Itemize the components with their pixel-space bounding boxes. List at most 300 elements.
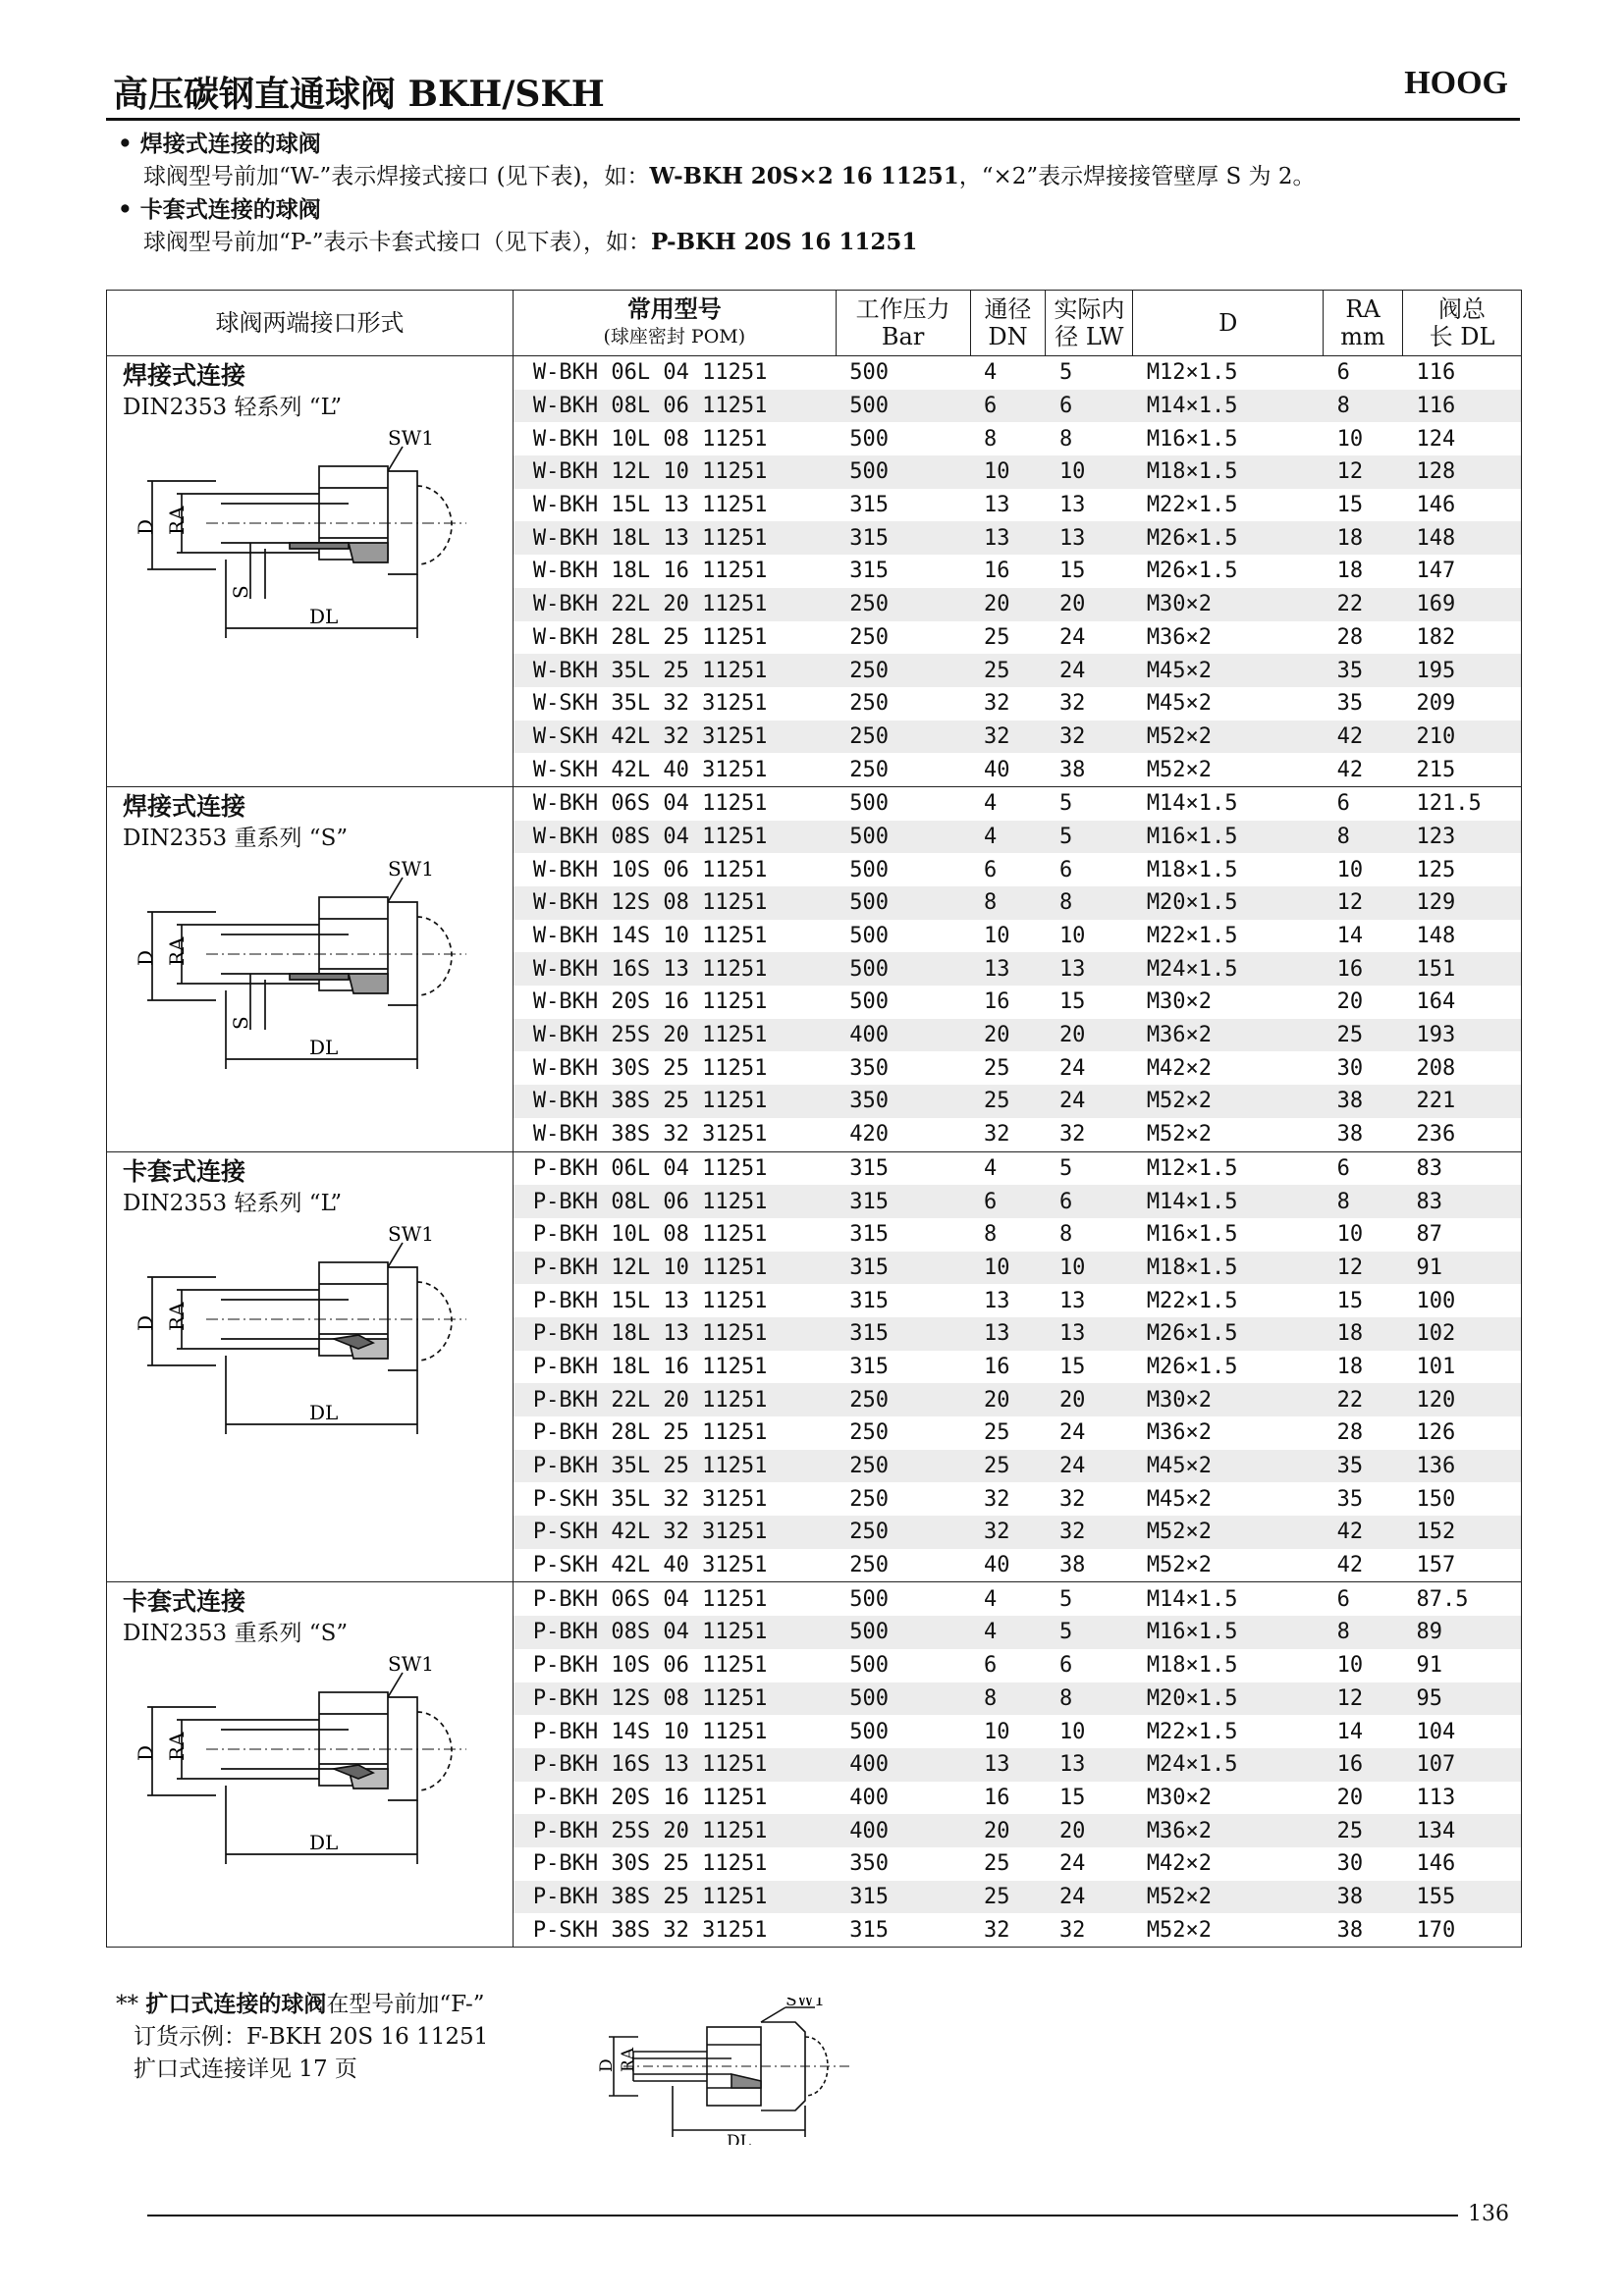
col-ra-unit: mm — [1340, 323, 1385, 350]
cell-length-dl: 150 — [1403, 1482, 1522, 1516]
cell-lw: 20 — [1046, 1814, 1133, 1847]
cell-model: W-BKH 20S 16 11251 — [513, 986, 836, 1019]
cell-pressure: 400 — [836, 1814, 970, 1847]
cell-lw: 24 — [1046, 1450, 1133, 1483]
cell-model: P-BKH 28L 25 11251 — [513, 1416, 836, 1450]
connection-drawing — [123, 1653, 476, 1889]
cell-thread-d: M12×1.5 — [1146, 360, 1238, 386]
cell-model: W-BKH 35L 25 11251 — [513, 654, 836, 687]
cell-pressure: 350 — [836, 1085, 970, 1118]
cell-ra: 35 — [1336, 1486, 1364, 1512]
cell-length-dl: 87 — [1403, 1218, 1522, 1252]
ra-label: RA — [165, 936, 189, 966]
sw1-label: SW1 — [388, 1653, 434, 1677]
cell-lw: 13 — [1046, 1748, 1133, 1782]
col-lw-unit: 径 LW — [1055, 323, 1124, 350]
cell-length-dl: 134 — [1403, 1814, 1522, 1847]
cell-ra: 25 — [1324, 1814, 1403, 1847]
cell-thread-d: M16×1.5 — [1146, 426, 1238, 452]
cell-dn: 8 — [970, 886, 1046, 920]
cell-length-dl: 129 — [1403, 886, 1522, 920]
cell-ra: 6 — [1336, 791, 1350, 817]
cell-lw: 10 — [1046, 455, 1133, 489]
cell-length-dl: 148 — [1403, 920, 1522, 953]
page-title: 高压碳钢直通球阀 BKH/SKH — [113, 74, 605, 115]
col-model-sub: (球座密封 POM) — [603, 326, 746, 347]
cell-length-dl: 83 — [1403, 1151, 1522, 1185]
cell-length-dl: 91 — [1403, 1649, 1522, 1682]
cell-lw: 13 — [1058, 493, 1086, 518]
cell-thread-d: M52×2 — [1133, 1085, 1324, 1118]
col-model-label: 常用型号 — [626, 294, 722, 323]
cell-thread-d: M52×2 — [1133, 1118, 1324, 1151]
cell-model: W-BKH 06L 04 11251 — [513, 356, 836, 390]
connection-type-cell — [107, 786, 514, 1151]
cell-dn: 16 — [984, 1785, 1010, 1810]
cell-dn: 13 — [970, 1748, 1046, 1782]
d-label: D — [134, 949, 157, 966]
cell-model: P-BKH 10L 08 11251 — [513, 1218, 836, 1252]
cell-dn: 32 — [970, 1913, 1046, 1947]
cell-pressure: 500 — [849, 989, 889, 1015]
cell-pressure: 315 — [836, 1913, 970, 1947]
cell-lw: 24 — [1058, 1851, 1086, 1877]
cell-model: W-BKH 30S 25 11251 — [513, 1051, 836, 1085]
cell-ra: 10 — [1336, 1222, 1364, 1248]
cell-length-dl: 151 — [1403, 952, 1522, 986]
cell-length-dl: 123 — [1403, 821, 1522, 854]
cell-ra: 38 — [1324, 1913, 1403, 1947]
cell-ra: 35 — [1336, 691, 1364, 717]
cell-dn: 8 — [984, 426, 998, 452]
cell-thread-d: M52×2 — [1133, 1549, 1324, 1582]
cell-lw: 15 — [1058, 989, 1086, 1015]
table-row — [107, 356, 1522, 390]
cell-thread-d: M16×1.5 — [1133, 821, 1324, 854]
cell-model: W-BKH 18L 13 11251 — [513, 521, 836, 555]
cell-dn: 8 — [984, 1222, 998, 1248]
cell-pressure: 315 — [849, 1354, 889, 1379]
cell-ra: 16 — [1324, 1748, 1403, 1782]
cell-length-dl: 87.5 — [1403, 1582, 1522, 1616]
cell-model: P-SKH 42L 40 31251 — [513, 1549, 836, 1582]
s-label: S — [229, 1016, 252, 1030]
cell-dn: 4 — [984, 1155, 998, 1181]
cell-dn: 32 — [984, 691, 1010, 717]
cell-model: P-BKH 10S 06 11251 — [513, 1649, 836, 1682]
cell-pressure: 250 — [836, 1516, 970, 1549]
cell-dn: 25 — [970, 1881, 1046, 1914]
col-dl — [1403, 291, 1522, 356]
cell-ra: 35 — [1324, 654, 1403, 687]
cell-lw: 20 — [1046, 1383, 1133, 1416]
cell-lw: 15 — [1058, 1354, 1086, 1379]
title-rule — [106, 118, 1520, 121]
cell-dn: 20 — [970, 1814, 1046, 1847]
cell-model: P-BKH 30S 25 11251 — [513, 1847, 836, 1881]
cell-ra: 15 — [1336, 493, 1364, 518]
cell-pressure: 250 — [836, 1383, 970, 1416]
cell-pressure: 500 — [836, 821, 970, 854]
cell-model: W-SKH 42L 32 31251 — [513, 721, 836, 754]
cell-lw: 10 — [1058, 924, 1086, 949]
col-pressure-unit: Bar — [881, 323, 925, 350]
col-dn-unit: DN — [988, 323, 1028, 350]
cell-ra: 6 — [1336, 1155, 1350, 1181]
cell-model: W-BKH 08S 04 11251 — [513, 821, 836, 854]
cell-ra: 42 — [1324, 1549, 1403, 1582]
cell-length-dl: 121.5 — [1403, 786, 1522, 820]
cell-lw: 38 — [1046, 1549, 1133, 1582]
dl-label: DL — [309, 1400, 339, 1424]
cell-lw: 24 — [1058, 624, 1086, 650]
cell-thread-d: M30×2 — [1146, 1785, 1213, 1810]
cell-model: W-BKH 38S 25 11251 — [513, 1085, 836, 1118]
cell-dn: 8 — [970, 1682, 1046, 1716]
cell-lw: 8 — [1058, 1222, 1073, 1248]
cell-thread-d: M14×1.5 — [1133, 1185, 1324, 1218]
cell-length-dl: 193 — [1403, 1019, 1522, 1052]
cell-dn: 40 — [970, 753, 1046, 786]
cell-pressure: 315 — [849, 493, 889, 518]
cell-length-dl: 146 — [1403, 489, 1522, 522]
cell-thread-d: M45×2 — [1133, 1450, 1324, 1483]
cell-pressure: 250 — [836, 721, 970, 754]
cell-lw: 32 — [1046, 1913, 1133, 1947]
col-dn-label: 通径 — [984, 295, 1032, 323]
cell-length-dl: 236 — [1403, 1118, 1522, 1151]
cell-thread-d: M36×2 — [1146, 1420, 1213, 1446]
cell-pressure: 420 — [836, 1118, 970, 1151]
dl-label: DL — [309, 1831, 339, 1855]
cell-lw: 24 — [1046, 1085, 1133, 1118]
cell-ra: 30 — [1336, 1851, 1364, 1877]
cell-ra: 22 — [1324, 1383, 1403, 1416]
col-lw — [1046, 291, 1133, 356]
cell-ra: 6 — [1336, 1586, 1350, 1612]
cell-thread-d: M16×1.5 — [1133, 1616, 1324, 1649]
cell-ra: 6 — [1336, 360, 1350, 386]
cell-dn: 13 — [970, 1317, 1046, 1351]
cell-length-dl: 209 — [1403, 687, 1522, 721]
cell-length-dl: 120 — [1403, 1383, 1522, 1416]
cell-model: P-BKH 20S 16 11251 — [513, 1782, 836, 1815]
connection-subtitle: DIN2353 轻系列 “L” — [123, 395, 343, 420]
cell-length-dl: 169 — [1403, 588, 1522, 621]
cell-ra: 8 — [1324, 1616, 1403, 1649]
cell-dn: 25 — [970, 654, 1046, 687]
d-label: D — [134, 1314, 157, 1331]
cell-thread-d: M18×1.5 — [1133, 455, 1324, 489]
cell-pressure: 315 — [836, 1881, 970, 1914]
cell-ra: 42 — [1324, 753, 1403, 786]
cell-pressure: 500 — [836, 886, 970, 920]
cell-lw: 6 — [1046, 390, 1133, 423]
cell-lw: 24 — [1058, 1055, 1086, 1081]
flare-note-bold: 扩口式连接的球阀 — [145, 1991, 327, 2017]
cell-model: W-SKH 42L 40 31251 — [513, 753, 836, 786]
cell-model: W-BKH 12S 08 11251 — [513, 886, 836, 920]
weld-example: W-BKH 20S×2 16 11251 — [649, 163, 959, 189]
weld-heading: • 焊接式连接的球阀 — [118, 131, 321, 157]
cell-length-dl: 113 — [1403, 1782, 1522, 1815]
cell-lw: 32 — [1058, 691, 1086, 717]
cell-pressure: 250 — [849, 1420, 889, 1446]
flare-note-prefix: ** — [116, 1992, 146, 2017]
cell-thread-d: M22×1.5 — [1146, 1719, 1238, 1744]
cell-thread-d: M45×2 — [1146, 691, 1213, 717]
cell-ra: 14 — [1336, 1719, 1364, 1744]
cell-lw: 38 — [1046, 753, 1133, 786]
cell-length-dl: 100 — [1403, 1284, 1522, 1317]
cell-lw: 13 — [1058, 1288, 1086, 1313]
cell-model: P-BKH 08L 06 11251 — [513, 1185, 836, 1218]
weld-text-1: 球阀型号前加“W-”表示焊接式接口 (见下表)，如： — [143, 164, 650, 189]
cell-dn: 4 — [984, 360, 998, 386]
cell-lw: 20 — [1046, 588, 1133, 621]
cell-pressure: 250 — [836, 1549, 970, 1582]
ferrule-heading: • 卡套式连接的球阀 — [118, 196, 321, 223]
cell-pressure: 500 — [849, 1586, 889, 1612]
cell-ra: 8 — [1324, 1185, 1403, 1218]
cell-thread-d: M52×2 — [1133, 1881, 1324, 1914]
cell-lw: 24 — [1046, 1881, 1133, 1914]
cell-pressure: 315 — [849, 1155, 889, 1181]
cell-dn: 40 — [970, 1549, 1046, 1582]
connection-subtitle: DIN2353 重系列 “S” — [123, 1621, 349, 1647]
cell-model: P-BKH 12L 10 11251 — [513, 1252, 836, 1285]
cell-ra: 28 — [1336, 624, 1364, 650]
cell-length-dl: 147 — [1403, 555, 1522, 588]
cell-dn: 32 — [970, 1118, 1046, 1151]
cell-ra: 14 — [1336, 924, 1364, 949]
cell-thread-d: M42×2 — [1146, 1851, 1213, 1877]
cell-ra: 18 — [1336, 1354, 1364, 1379]
cell-ra: 35 — [1324, 1450, 1403, 1483]
cell-length-dl: 91 — [1403, 1252, 1522, 1285]
cell-thread-d: M52×2 — [1133, 753, 1324, 786]
flare-order-example: 订货示例：F-BKH 20S 16 11251 — [134, 2024, 489, 2050]
cell-ra: 30 — [1336, 1055, 1364, 1081]
brand-name: HOOG — [1404, 65, 1508, 101]
cell-thread-d: M30×2 — [1133, 1383, 1324, 1416]
cell-pressure: 250 — [836, 1450, 970, 1483]
weld-text-2: ，“×2”表示焊接接管壁厚 S 为 2。 — [958, 164, 1316, 189]
ra-label: RA — [165, 506, 189, 535]
cell-thread-d: M52×2 — [1133, 1516, 1324, 1549]
connection-drawing — [123, 858, 476, 1094]
cell-ra: 12 — [1324, 1682, 1403, 1716]
cell-ra: 8 — [1324, 821, 1403, 854]
cell-dn: 13 — [984, 1288, 1010, 1313]
col-ra — [1324, 291, 1403, 356]
cell-dn: 4 — [970, 821, 1046, 854]
cell-ra: 16 — [1324, 952, 1403, 986]
connection-drawing — [123, 427, 476, 663]
cell-dn: 16 — [984, 559, 1010, 584]
sw1-label: SW1 — [388, 427, 434, 450]
cell-pressure: 500 — [849, 1653, 889, 1679]
cell-pressure: 315 — [836, 521, 970, 555]
connection-title: 卡套式连接 — [123, 1587, 246, 1617]
cell-lw: 5 — [1046, 821, 1133, 854]
cell-model: P-BKH 35L 25 11251 — [513, 1450, 836, 1483]
cell-dn: 4 — [970, 1616, 1046, 1649]
cell-model: W-BKH 06S 04 11251 — [513, 786, 836, 820]
cell-lw: 8 — [1058, 426, 1073, 452]
cell-lw: 5 — [1058, 1586, 1073, 1612]
cell-thread-d: M18×1.5 — [1133, 1252, 1324, 1285]
cell-thread-d: M45×2 — [1133, 654, 1324, 687]
cell-dn: 25 — [984, 1420, 1010, 1446]
cell-dn: 10 — [984, 1719, 1010, 1744]
cell-ra: 20 — [1336, 1785, 1364, 1810]
cell-ra: 20 — [1336, 989, 1364, 1015]
cell-thread-d: M45×2 — [1146, 1486, 1213, 1512]
cell-length-dl: 221 — [1403, 1085, 1522, 1118]
cell-ra: 8 — [1324, 390, 1403, 423]
cell-pressure: 500 — [849, 857, 889, 882]
cell-thread-d: M12×1.5 — [1146, 1155, 1238, 1181]
cell-pressure: 315 — [849, 1288, 889, 1313]
cell-ra: 12 — [1324, 455, 1403, 489]
cell-model: W-BKH 14S 10 11251 — [513, 920, 836, 953]
cell-dn: 20 — [970, 588, 1046, 621]
dl-label: DL — [309, 605, 339, 628]
cell-ra: 38 — [1324, 1881, 1403, 1914]
cell-pressure: 315 — [849, 1222, 889, 1248]
cell-thread-d: M36×2 — [1133, 1019, 1324, 1052]
sw1-label: SW1 — [388, 857, 434, 881]
cell-lw: 13 — [1046, 1317, 1133, 1351]
cell-thread-d: M30×2 — [1133, 588, 1324, 621]
cell-lw: 8 — [1046, 886, 1133, 920]
cell-thread-d: M18×1.5 — [1146, 1653, 1238, 1679]
cell-ra: 42 — [1324, 721, 1403, 754]
cell-lw: 32 — [1058, 1486, 1086, 1512]
cell-model: P-BKH 18L 13 11251 — [513, 1317, 836, 1351]
cell-pressure: 500 — [836, 1616, 970, 1649]
cell-pressure: 315 — [836, 1317, 970, 1351]
cell-thread-d: M14×1.5 — [1133, 390, 1324, 423]
cell-model: P-BKH 14S 10 11251 — [513, 1715, 836, 1748]
cell-ra: 22 — [1324, 588, 1403, 621]
connection-type-cell — [107, 1151, 514, 1582]
connection-type-cell — [107, 356, 514, 787]
connection-subtitle: DIN2353 轻系列 “L” — [123, 1190, 343, 1216]
cell-dn: 10 — [970, 455, 1046, 489]
cell-length-dl: 116 — [1403, 356, 1522, 390]
intro-block — [118, 128, 1315, 259]
cell-length-dl: 128 — [1403, 455, 1522, 489]
cell-lw: 13 — [1046, 521, 1133, 555]
col-ra-label: RA — [1345, 295, 1380, 323]
cell-length-dl: 83 — [1403, 1185, 1522, 1218]
cell-dn: 25 — [984, 624, 1010, 650]
cell-pressure: 500 — [849, 791, 889, 817]
cell-pressure: 350 — [849, 1055, 889, 1081]
cell-thread-d: M20×1.5 — [1133, 1682, 1324, 1716]
cell-ra: 28 — [1336, 1420, 1364, 1446]
cell-pressure: 500 — [849, 360, 889, 386]
ra-label: RA — [165, 1732, 189, 1762]
cell-model: P-BKH 16S 13 11251 — [513, 1748, 836, 1782]
cell-dn: 32 — [970, 1516, 1046, 1549]
cell-dn: 25 — [970, 1450, 1046, 1483]
cell-dn: 16 — [984, 1354, 1010, 1379]
cell-ra: 15 — [1336, 1288, 1364, 1313]
cell-pressure: 250 — [836, 588, 970, 621]
col-dl-unit: 长 DL — [1429, 323, 1495, 350]
ferrule-description — [118, 226, 1315, 259]
cell-length-dl: 146 — [1403, 1847, 1522, 1881]
table-body — [107, 356, 1522, 1948]
table-row — [107, 786, 1522, 820]
connection-subtitle: DIN2353 重系列 “S” — [123, 825, 349, 851]
cell-lw: 32 — [1046, 721, 1133, 754]
cell-thread-d: M16×1.5 — [1146, 1222, 1238, 1248]
cell-length-dl: 104 — [1403, 1715, 1522, 1748]
cell-length-dl: 107 — [1403, 1748, 1522, 1782]
cell-model: W-BKH 38S 32 31251 — [513, 1118, 836, 1151]
cell-ra: 10 — [1336, 426, 1364, 452]
col-dl-label: 阀总 — [1438, 295, 1486, 323]
cell-model: P-BKH 22L 20 11251 — [513, 1383, 836, 1416]
d-label: D — [134, 1745, 157, 1762]
cell-pressure: 400 — [849, 1785, 889, 1810]
cell-lw: 6 — [1058, 857, 1073, 882]
cell-pressure: 500 — [849, 924, 889, 949]
cell-model: W-BKH 25S 20 11251 — [513, 1019, 836, 1052]
cell-pressure: 250 — [836, 753, 970, 786]
cell-model: W-BKH 08L 06 11251 — [513, 390, 836, 423]
cell-lw: 24 — [1058, 1420, 1086, 1446]
cell-model: W-BKH 16S 13 11251 — [513, 952, 836, 986]
cell-lw: 8 — [1046, 1682, 1133, 1716]
cell-length-dl: 89 — [1403, 1616, 1522, 1649]
cell-pressure: 250 — [836, 654, 970, 687]
cell-model: P-BKH 12S 08 11251 — [513, 1682, 836, 1716]
cell-model: W-BKH 10L 08 11251 — [513, 422, 836, 455]
cell-ra: 38 — [1324, 1085, 1403, 1118]
s-label: S — [229, 585, 252, 599]
cell-dn: 32 — [984, 1486, 1010, 1512]
cell-ra: 25 — [1324, 1019, 1403, 1052]
cell-lw: 10 — [1058, 1719, 1086, 1744]
cell-dn: 4 — [984, 1586, 998, 1612]
cell-length-dl: 102 — [1403, 1317, 1522, 1351]
cell-model: W-BKH 22L 20 11251 — [513, 588, 836, 621]
cell-thread-d: M36×2 — [1133, 1814, 1324, 1847]
cell-model: P-BKH 08S 04 11251 — [513, 1616, 836, 1649]
connection-title: 卡套式连接 — [123, 1156, 246, 1186]
cell-ra: 10 — [1336, 857, 1364, 882]
cell-thread-d: M20×1.5 — [1133, 886, 1324, 920]
col-pressure — [836, 291, 970, 356]
cell-dn: 20 — [970, 1383, 1046, 1416]
cell-thread-d: M22×1.5 — [1146, 493, 1238, 518]
col-model — [513, 291, 836, 356]
col-d: D — [1133, 291, 1324, 356]
cell-model: W-BKH 10S 06 11251 — [513, 853, 836, 886]
cell-lw: 32 — [1046, 1118, 1133, 1151]
cell-lw: 5 — [1058, 360, 1073, 386]
cell-lw: 5 — [1058, 1155, 1073, 1181]
cell-model: P-SKH 35L 32 31251 — [513, 1482, 836, 1516]
d-label: D — [134, 518, 157, 535]
cell-length-dl: 95 — [1403, 1682, 1522, 1716]
cell-lw: 6 — [1058, 1653, 1073, 1679]
